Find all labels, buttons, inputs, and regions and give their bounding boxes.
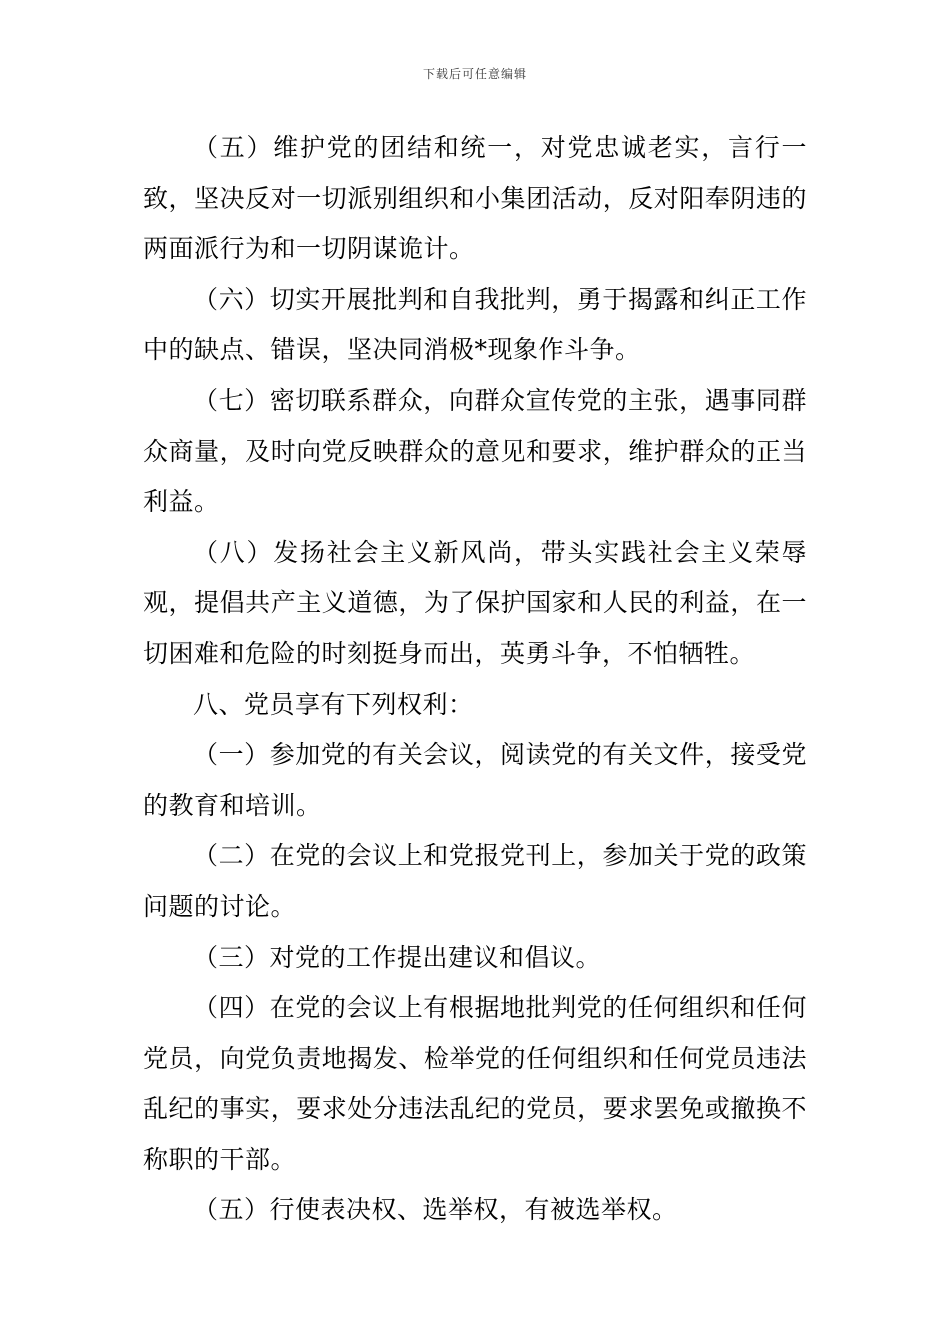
- paragraph-right-5: （五）行使表决权、选举权，有被选举权。: [193, 1195, 678, 1225]
- paragraph-duty-5: （五）维护党的团结和统一，对党忠诚老实，言行一致，坚决反对一切派别组织和小集团活动，反对阳奉阴违的两面派行为和一切阴谋诡计。: [143, 133, 807, 264]
- header-note: 下载后可任意编辑: [422, 67, 527, 81]
- paragraph-right-4: （四）在党的会议上有根据地批判党的任何组织和任何党员，向党负责地揭发、检举党的任何组织和任何党员违法乱纪的事实，要求处分违法乱纪的党员，要求罢免或撤换不称职的干部。: [143, 993, 807, 1174]
- paragraph-duty-6: （六）切实开展批判和自我批判，勇于揭露和纠正工作中的缺点、错误，坚决同消极*现象作斗争。: [143, 284, 807, 365]
- paragraph-duty-8: （八）发扬社会主义新风尚，带头实践社会主义荣辱观，提倡共产主义道德，为了保护国家和人民的利益，在一切困难和危险的时刻挺身而出，英勇斗争，不怕牺牲。: [143, 537, 807, 668]
- paragraph-right-3: （三）对党的工作提出建议和倡议。: [193, 942, 602, 972]
- paragraph-right-1: （一）参加党的有关会议，阅读党的有关文件，接受党的教育和培训。: [143, 740, 807, 820]
- paragraph-right-2: （二）在党的会议上和党报党刊上，参加关于党的政策问题的讨论。: [143, 841, 807, 921]
- document-body: [143, 123, 807, 1236]
- paragraph-duty-7: （七）密切联系群众，向群众宣传党的主张，遇事同群众商量，及时向党反映群众的意见和要求，维护群众的正当利益。: [143, 385, 807, 517]
- section-heading-rights: 八、党员享有下列权利：: [193, 689, 474, 719]
